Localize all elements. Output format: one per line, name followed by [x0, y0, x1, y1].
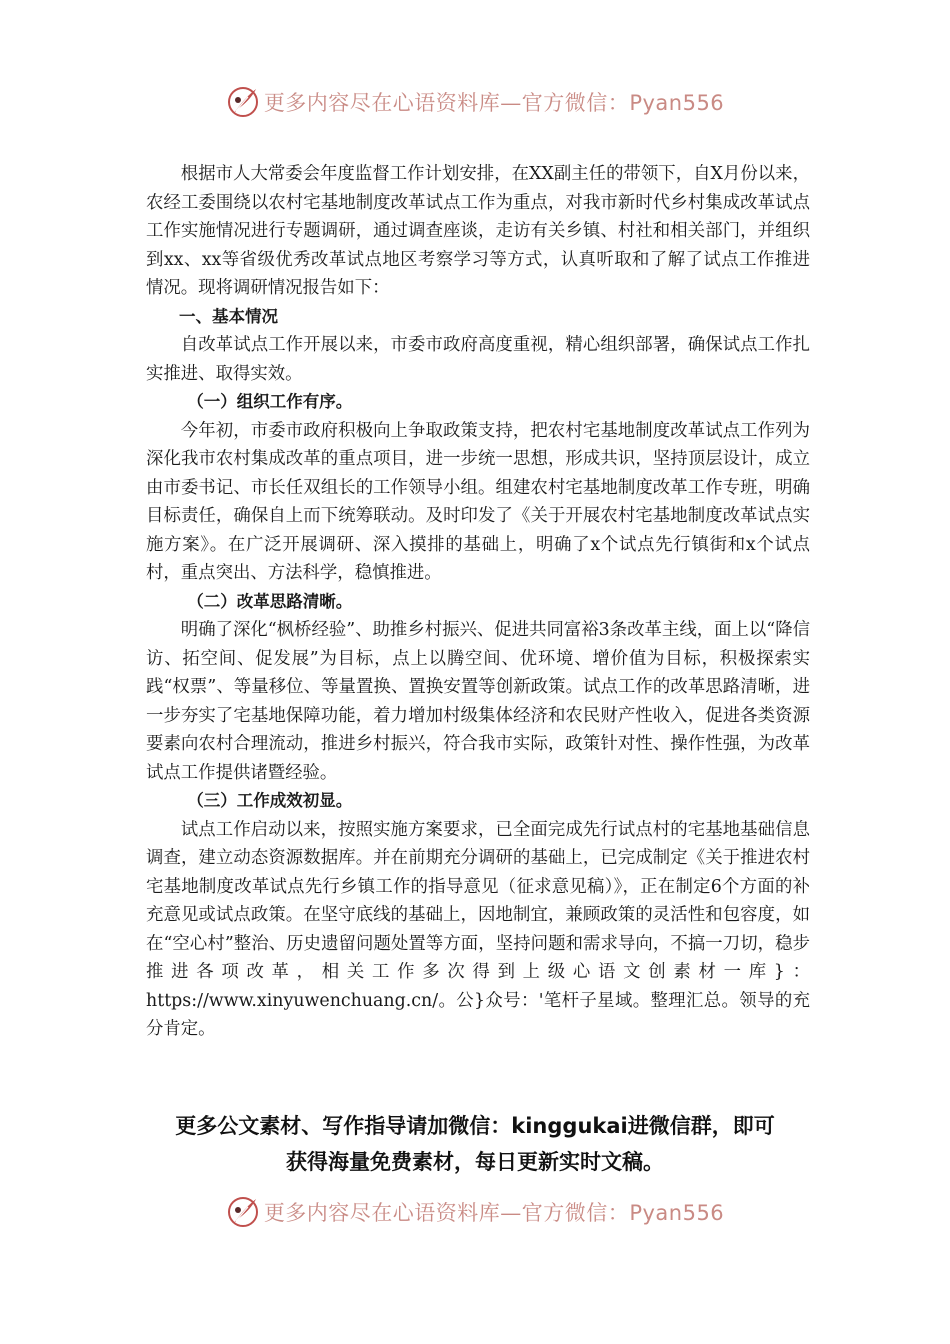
promo-notice [100, 1108, 850, 1180]
subheading-reform-approach: （二）改革思路清晰。 [187, 591, 353, 611]
quill-logo-icon [226, 1195, 260, 1229]
subheading-results: （三）工作成效初显。 [187, 791, 353, 810]
quill-logo-icon [226, 85, 260, 119]
document-body [146, 160, 810, 1044]
header-banner [0, 80, 950, 124]
section-heading-basic-situation: 一、基本情况 [179, 306, 278, 326]
results-paragraph: 试点工作启动以来，按照实施方案要求，已全面完成先行试点村的宅基地基础信息调查，建立动态资源数据库。并在前期充分调研的基础上，已完成制定《关于推进农村宅基地制度改革试点先行乡镇工作的指导意见（征求意见稿）》，正在制定6个方面的补充意见或试点政策。在坚守底线的基础上，因地制宜，兼顾政策的灵活性和包容度，如在“空心村”整治、历史遗留问题处置等方面，坚持问题和需求导向，不搞一刀切，稳步推进各项改革，相关工作多次得到上级心语文创素材一库}：https://www.xinyuwenchuang.cn/。公}众号：'笔杆子星域。整理汇总。领导的充分肯定。 [146, 819, 810, 1039]
subheading-organization: （一）组织工作有序。 [187, 392, 353, 411]
reform-approach-paragraph: 明确了深化“枫桥经验”、助推乡村振兴、促进共同富裕3条改革主线，面上以“降信访、拓空间、促发展”为目标，点上以腾空间、优环境、增价值为目标，积极探索实践“权票”、等量移位、等量置换、置换安置等创新政策。试点工作的改革思路清晰，进一步夯实了宅基地保障功能，着力增加村级集体经济和农民财产性收入，促进各类资源要素向农村合理流动，推进乡村振兴，符合我市实际，政策针对性、操作性强，为改革试点工作提供诸暨经验。 [146, 620, 810, 783]
footer-banner [0, 1190, 950, 1234]
footer-wechat-id: Pyan556 [629, 1201, 725, 1225]
organization-paragraph: 今年初，市委市政府积极向上争取政策支持，把农村宅基地制度改革试点工作列为深化我市农村集成改革的重点项目，进一步统一思想，形成共识，坚持顶层设计，成立由市委书记、市长任双组长的工作领导小组。组建农村宅基地制度改革工作专班，明确目标责任，确保自上而下统筹联动。及时印发了《关于开展农村宅基地制度改革试点实施方案》。在广泛开展调研、深入摸排的基础上，明确了x个试点先行镇街和x个试点村，重点突出、方法科学，稳慎推进。 [146, 420, 810, 583]
promo-line-2: 获得海量免费素材，每日更新实时文稿。 [286, 1150, 664, 1174]
footer-banner-text: 更多内容尽在心语资料库—官方微信：Pyan556 [263, 1201, 725, 1225]
promo-line-1: 更多公文素材、写作指导请加微信：kinggukai进微信群，即可 [175, 1114, 775, 1138]
header-wechat-id: Pyan556 [629, 91, 725, 115]
header-banner-text: 更多内容尽在心语资料库—官方微信：Pyan556 [263, 91, 725, 115]
intro-paragraph: 根据市人大常委会年度监督工作计划安排，在XX副主任的带领下，自X月份以来，农经工委围绕以农村宅基地制度改革试点工作为重点，对我市新时代乡村集成改革试点工作实施情况进行专题调研，通过调查座谈，走访有关乡镇、村社和相关部门，并组织到xx、xx等省级优秀改革试点地区考察学习等方式，认真听取和了解了试点工作推进情况。现将调研情况报告如下： [146, 164, 810, 298]
section1-intro-paragraph: 自改革试点工作开展以来，市委市政府高度重视，精心组织部署，确保试点工作扎实推进、取得实效。 [146, 335, 810, 384]
